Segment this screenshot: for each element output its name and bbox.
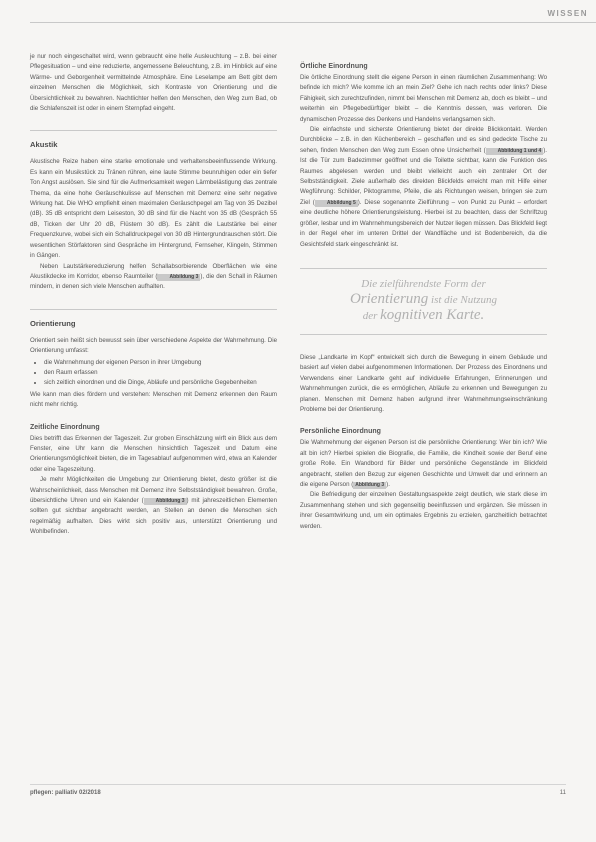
figure-ref: Abbildung 3 — [157, 274, 200, 281]
page-number: 11 — [559, 790, 566, 796]
heading-akustik: Akustik — [30, 130, 277, 149]
footer-rule — [30, 784, 566, 785]
oertlich-text-a: Die einfachste und sicherste Orientierung bietet der direkte Blickkontakt. Werden Durchblicke – z.B. in den Küchenbereich – geschaffen und es sind gedeckte Tische zu sehen, finden Menschen den Weg zum Essen ohne Unsicherheit ( — [300, 126, 547, 154]
quote-line-1: Die zielführendste Form der — [361, 277, 486, 290]
quote-text: ist die Nutzung — [428, 293, 498, 306]
heading-oertliche-einordnung: Örtliche Einordnung — [300, 63, 368, 70]
oertlich-paragraph-1: Die örtliche Einordnung stellt die eigene Person in einen räumlichen Zusammenhang: Wo befinde ich mich? Wie komme ich an mein Ziel? Gehe ich nach rechts oder links? Diese Fähigkeit, sich zurechtzufinden, nimmt bei Menschen mit Demenz ab, doch es bleibt – und weiterhin ein Pflegebedürftiger bleibt – die Kenntnis dessen, was verloren. Die dynamischen Prozesse des Denkens und Handelns verlangsamen sich. — [300, 74, 547, 123]
akustik-text-b: ), die den Schall in Räumen mindern, in denen sich viele Menschen aufhalten. — [30, 272, 278, 291]
figure-ref: Abbildung 3 — [355, 481, 385, 488]
left-column — [30, 52, 277, 538]
page-footer — [30, 790, 566, 802]
karte-paragraph: Diese „Landkarte im Kopf“ entwickelt sich durch die Bewegung in einem Gebäude und basiert auf vielen dabei aufgenommenen Informationen. Der Prozess des Einordnens und Verwendens einer Landkarte geht auf individuelle Erfahrungen, Erinnerungen und Wahrnehmungen zurück, die es ermöglichen, Abläufe zu erkennen und Bewegungen zu planen. Menschen mit Demenz haben aufgrund ihrer Wahrnehmungseinschränkung Probleme bei der Orientierung. — [300, 353, 547, 413]
quote-text: der — [362, 309, 381, 322]
figure-ref: Abbildung 1 und 4 — [486, 148, 544, 155]
orientierung-list — [30, 358, 277, 389]
akustik-paragraph-1: Akustische Reize haben eine starke emotionale und verhaltensbeeinflussende Wirkung. Es kann ein Musikstück zu Tränen rühren, eine laute Stimme beunruhigen oder ein tiefer Ton Angst auslösen. Sie sind für die Aufmerksamkeit wegen Lärmbelästigung das zentrale Thema, da eine hohe Geräuschkulisse auf Menschen mit Demenz eine sehr negative Wirkung hat. Die WHO empfiehlt einen maximalen Geräuschpegel am Tag von 35 Dezibel (dB). 35 dB entspricht dem Leiseston, 30 dB sind für die Nacht von 35 dB (Gespräch 55 dB, Ticken der Uhr 20 dB, Flüstern 30 dB). Es zählt die Lautstärke bei einer Frequenzkurve, wobei sich ein Schalldruckpegel von 30 dB Hintergrundrauschen stört. Die wesentlichen Störfaktoren sind Gespräche im Hintergrund, Fernseher, Klingeln, Stimmen in Gängen. — [30, 158, 277, 260]
journal-name: pflegen: palliativ 02/2018 — [30, 790, 101, 796]
list-item: • sich zeitlich einordnen und die Dinge, Abläufe und persönliche Gegebenheiten — [44, 378, 277, 388]
figure-ref: Abbildung 5 — [315, 200, 358, 207]
quote-line-3 — [300, 308, 547, 324]
right-column — [300, 63, 547, 532]
page-header — [0, 0, 596, 30]
oertlich-text-c: ). Diese sogenannte Zielführung – von Punkt zu Punkt – erfordert eine deutliche höhere Orientierungsleistung. Hierbei ist zu beachten, dass der Schriftzug größer, lesbar und im Wahrnehmungsbereich der Nutzer liegen müssen. Das Blickfeld liegt in der Regel eher im unteren Drittel der Wandfläche und ist Bodenbereich, da die Gesichtsfeld stark eingeschränkt ist. — [300, 198, 547, 248]
akustik-text-a: Neben Lautstärkereduzierung helfen Schallabsorbierende Oberflächen wie eine Akustikdecke im Korridor, ebenso Raumteiler ( — [30, 262, 277, 280]
list-item: • den Raum erfassen — [44, 368, 277, 378]
zeitlich-text-b: ) mit jahreszeitlichen Elementen sollten gut sichtbar angebracht werden, an Stellen an denen die Menschen sich regelmäßig aufhalten. Dies wirkt sich positiv aus, unterstützt Orientierung und Wohlbefinden. — [30, 497, 277, 536]
persoenlich-text-b: ). — [386, 480, 390, 488]
pull-quote — [300, 268, 547, 335]
zeitlich-paragraph-1: Dies betrifft das Erkennen der Tageszeit. Zur groben Einschätzung wirft ein Blick aus dem Fenster, eine Uhr kann die Menschen hinsichtlich Tageszeit und Datum eine Orientierungsmöglichkeit bieten, die im Tagesablauf aufgenommen wird, etwa an Kalender oder eine Tageszeitung. — [30, 434, 277, 473]
oertlich-paragraph-2 — [300, 125, 547, 250]
heading-persoenliche-einordnung: Persönliche Einordnung — [300, 428, 381, 436]
persoenlich-paragraph-1 — [300, 438, 547, 490]
header-rule — [30, 22, 596, 23]
oertlich-text-b: ). Ist die Tür zum Badezimmer geöffnet und die Toilette sichtbar, kann die Funktion des Raumes abgelesen werden und bleibt vielleicht auch ein zentraler Ort der Selbstständigkeit. Ziele außerhalb des direkten Blickfelds erreicht man mit Hilfe einer Wegführung: Schilder, Piktogramme, Pfeile, die als Richtungen weisen, bringen sie zum Ziel ( — [300, 146, 547, 206]
persoenlich-paragraph-2: Die Befriedigung der einzelnen Gestaltungsaspekte zeigt deutlich, wie stark diese im Zusammenhang stehen und sich gegenseitig beeinflussen und ergänzen. Sie müssen in ihrer Gesamtwirkung und, um ein optimales Ergebnis zu erzielen, ganzheitlich betrachtet werden. — [300, 491, 547, 530]
zeitlich-paragraph-2 — [30, 475, 277, 537]
quote-emphasis: Orientierung — [349, 290, 429, 307]
quote-emphasis: kognitiven Karte. — [380, 306, 485, 323]
intro-paragraph: je nur noch eingeschaltet wird, wenn gebraucht eine helle Ausleuchtung – z.B. bei einer Pflegesituation – und eine reduzierte, angemessene Beleuchtung, z.B. im Hinblick auf eine Wärme- und Geborgenheit vermittelnde Atmosphäre. Eine Leselampe am Bett gibt dem einzelnen Menschen die Möglichkeit, sich Kontraste von Orientierung und die Übersichtlichkeit zu bewahren. Nachtlichter helfen den Menschen, den Weg zum Bad, ob die Schlafenszeit ist oder in einem Sternpfad eingeht. — [30, 53, 277, 113]
section-label: WISSEN — [547, 9, 588, 18]
quote-line-2 — [300, 292, 547, 308]
heading-orientierung: Orientierung — [30, 309, 277, 328]
akustik-paragraph-2 — [30, 262, 277, 293]
orientierung-paragraph-1: Orientiert sein heißt sich bewusst sein über verschiedene Aspekte der Wahrnehmung. Die Orientierung umfasst: — [30, 336, 277, 355]
list-item: • die Wahrnehmung der eigenen Person in ihrer Umgebung — [44, 358, 277, 368]
persoenlich-text-a: Die Wahrnehmung der eigenen Person ist die persönliche Orientierung: Wer bin ich? Wie alt bin ich? Hierbei spielen die Biografie, die Familie, die Kindheit sowie der Beruf eine große Rolle. Ein Wandbord für Bilder und persönliche Gegenstände im Blickfeld angebracht, stellen den Bezug zur eigenen Geschichte und Umwelt dar und erinnern an die eigene Person ( — [300, 439, 547, 488]
orientierung-paragraph-2: Wie kann man dies fördern und verstehen: Menschen mit Demenz erkennen den Raum nicht mehr richtig. — [30, 390, 277, 409]
zeitlich-text-a: Je mehr Möglichkeiten die Umgebung zur Orientierung bietet, desto größer ist die Wahrscheinlichkeit, dass Menschen mit Demenz ihre Selbstständigkeit bewahren. Große, übersichtliche Uhren und ein Kalender ( — [30, 476, 277, 504]
heading-zeitliche-einordnung: Zeitliche Einordnung — [30, 423, 100, 431]
figure-ref: Abbildung 3 — [144, 498, 187, 505]
